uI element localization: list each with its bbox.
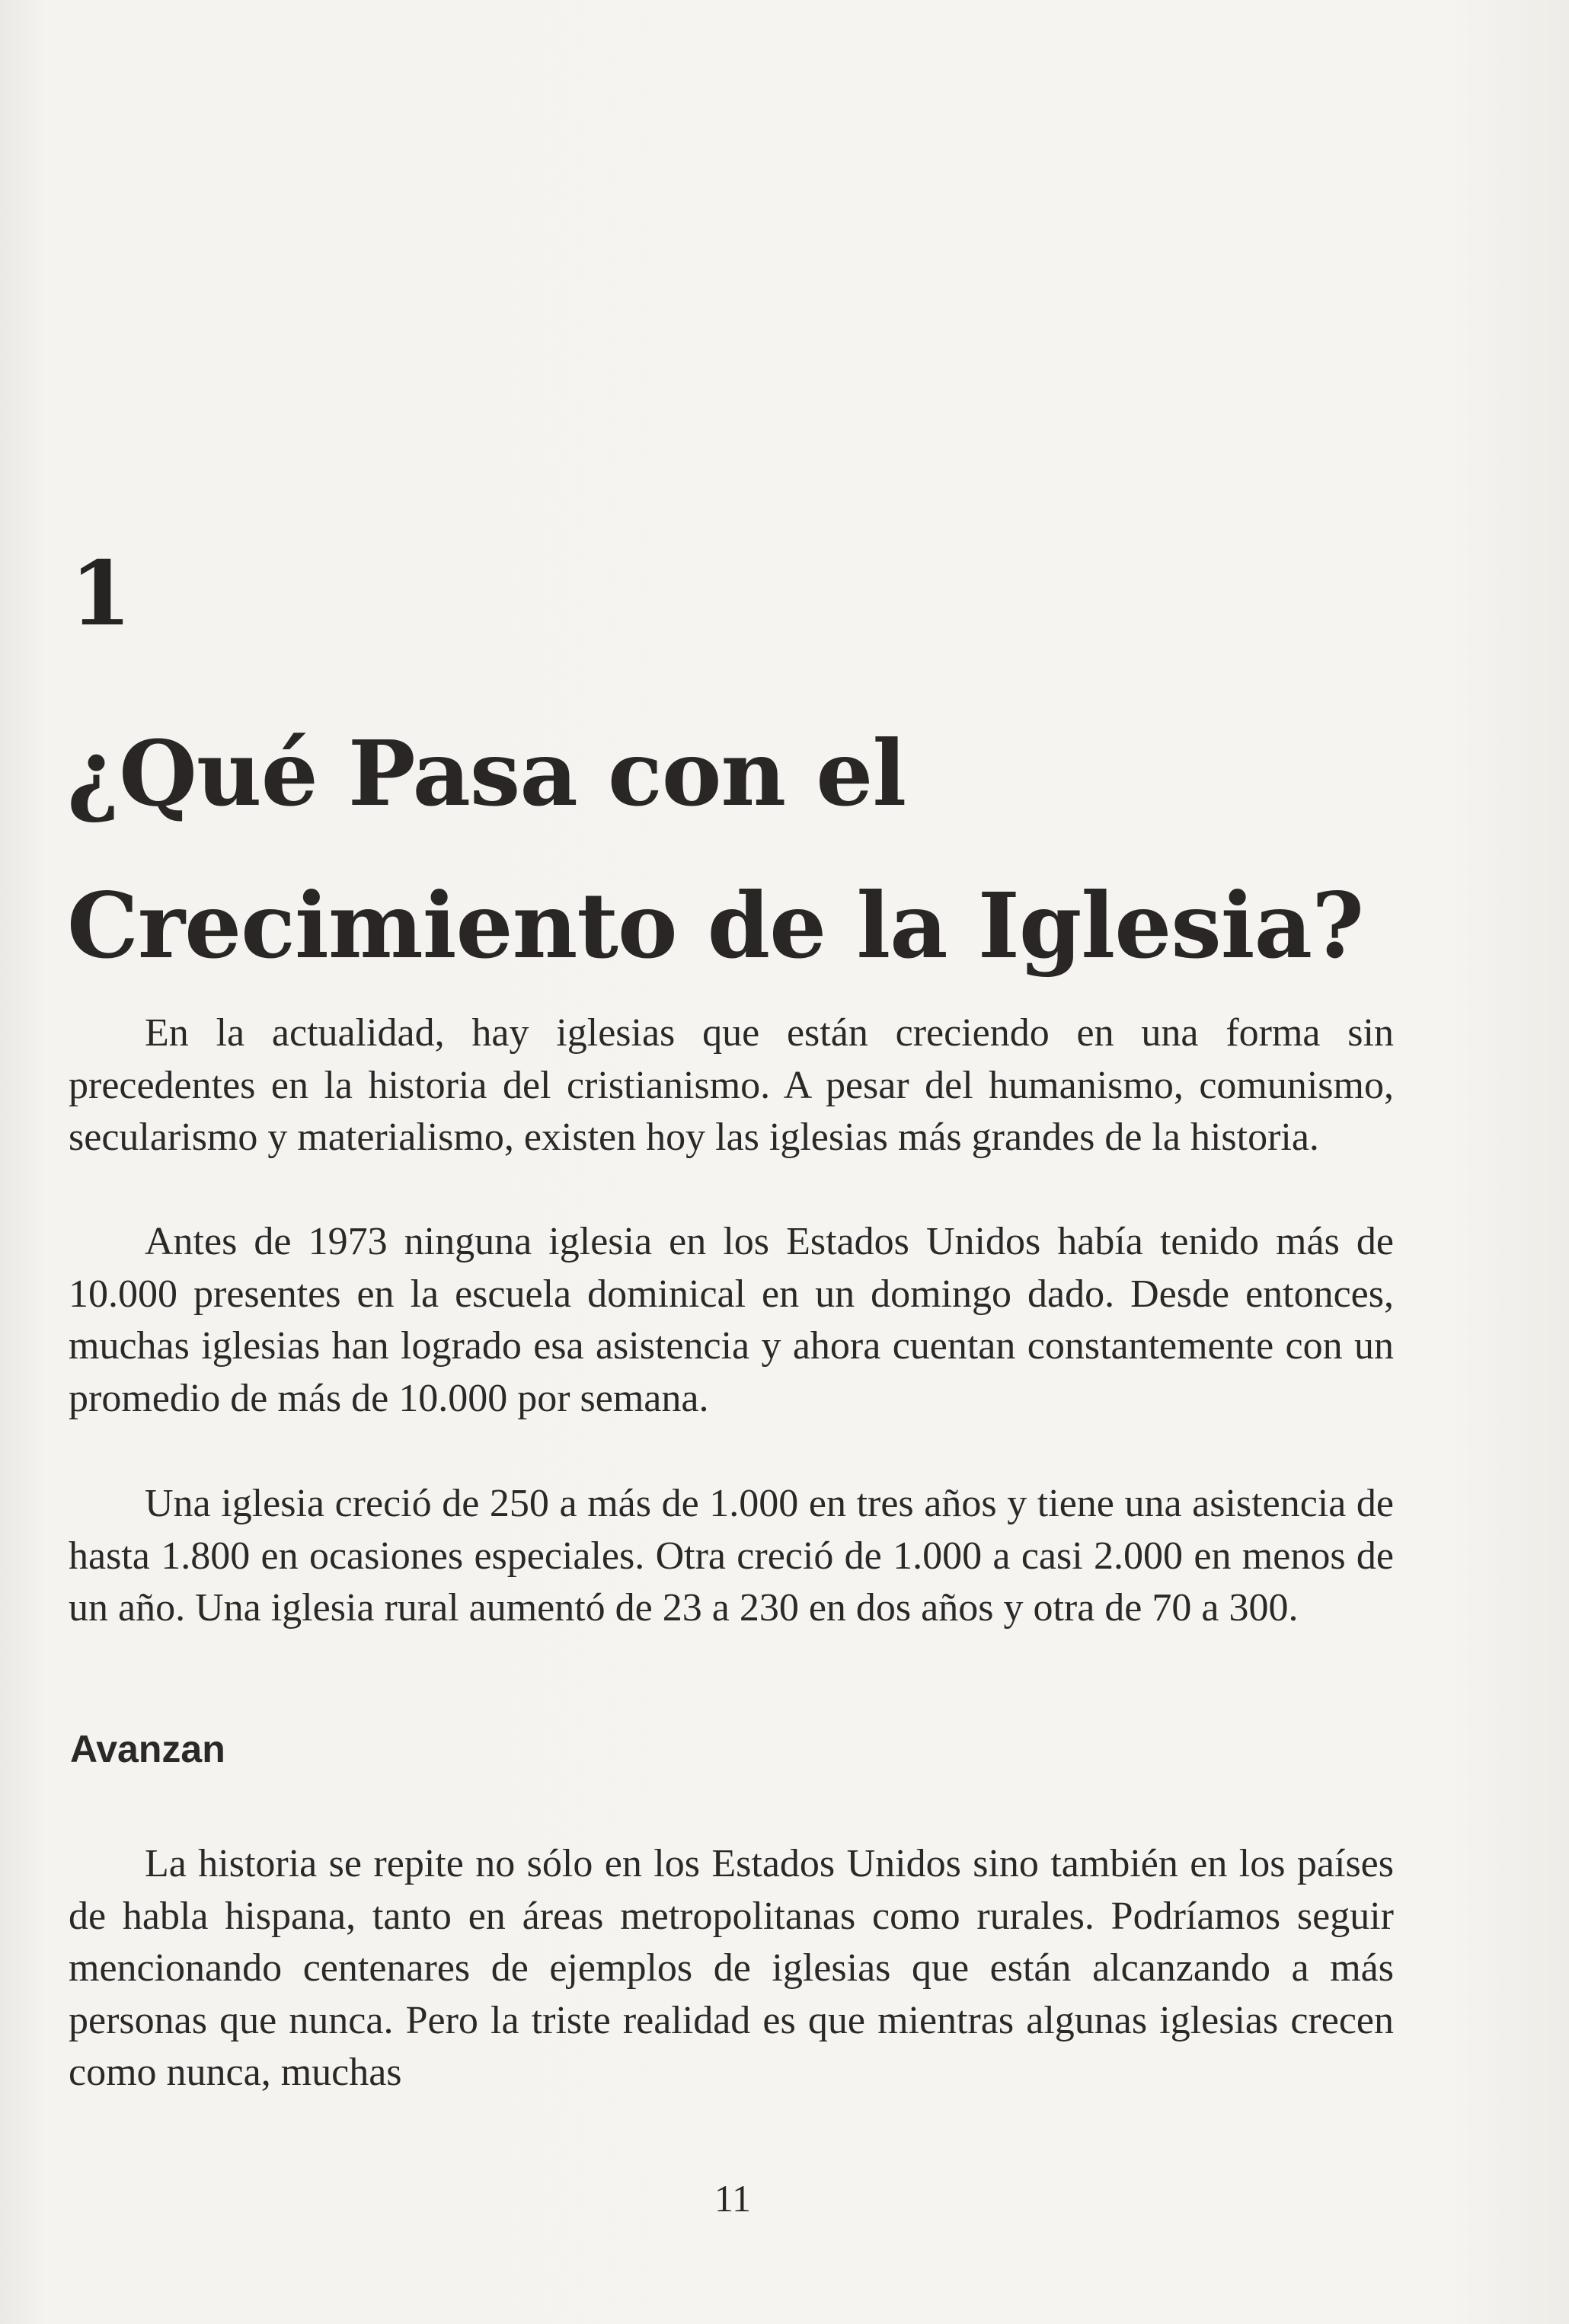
body-paragraph-3: Una iglesia creció de 250 a más de 1.000 en tres años y tiene una asistencia de hasta 1.800 en ocasiones especiales. Otra creció de 1.000 a casi 2.000 en menos de un año. Una iglesia rural aumentó de 23 a 230 en dos años y otra de 70 a 300.	[69, 1482, 1394, 1630]
section-paragraph: La historia se repite no sólo en los Estados Unidos sino también en los países de habla hispana, tanto en áreas metropolitanas como rurales. Podríamos seguir mencionando centenares de ejemplos de iglesias que están alcanzando a más personas que nunca. Pero la triste realidad es que mientras algunas iglesias crecen como nunca, muchas	[69, 1842, 1394, 2094]
chapter-number: 1	[70, 542, 132, 646]
body-paragraph-2: Antes de 1973 ninguna iglesia en los Estados Unidos había tenido más de 10.000 presentes en la escuela dominical en un domingo dado. Desde entonces, muchas iglesias han logrado esa asistencia y ahora cuentan constantemente con un promedio de más de 10.000 por semana.	[69, 1220, 1394, 1420]
chapter-title	[67, 698, 1514, 1002]
section-heading: Avanzan	[70, 1728, 225, 1770]
chapter-title-line-2: Crecimiento de la Iglesia?	[67, 873, 1364, 978]
body-paragraph-1: En la actualidad, hay iglesias que están creciendo en una forma sin precedentes en la historia del cristianismo. A pesar del humanismo, comunismo, secularismo y materialismo, existen hoy las iglesias más grandes de la historia.	[69, 1011, 1394, 1159]
page-number: 11	[714, 2177, 752, 2220]
chapter-title-line-1: ¿Qué Pasa con el	[67, 720, 906, 826]
